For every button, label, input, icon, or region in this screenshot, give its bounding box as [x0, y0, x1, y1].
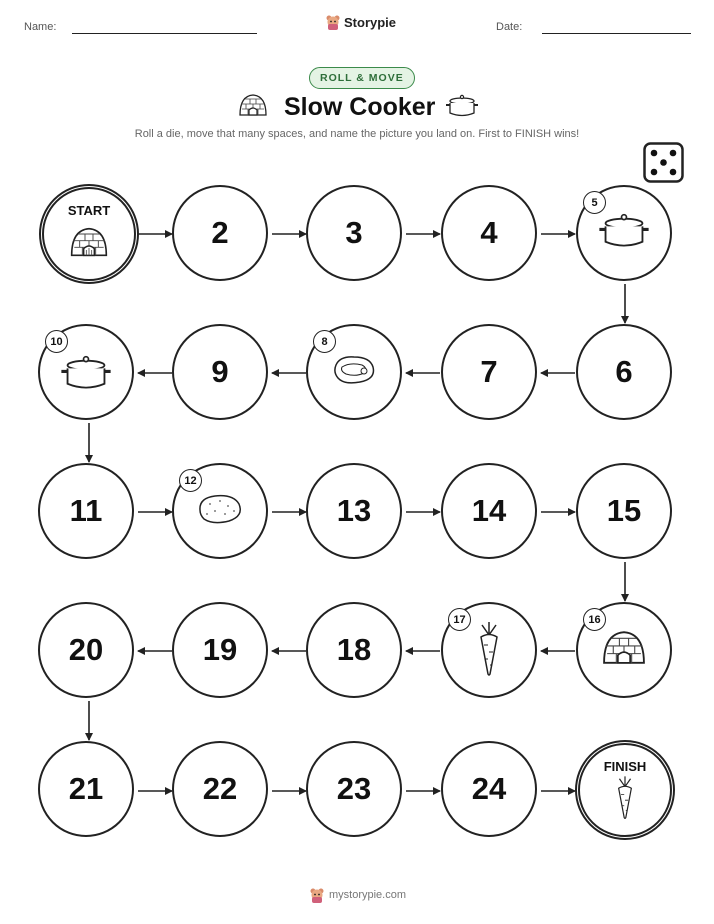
- space-2[interactable]: [172, 185, 268, 281]
- space-3[interactable]: [306, 185, 402, 281]
- brand-bear-icon: [310, 887, 324, 903]
- space-6[interactable]: [576, 324, 672, 420]
- space-20[interactable]: [38, 602, 134, 698]
- space-7[interactable]: [441, 324, 537, 420]
- space-number: 18: [336, 632, 372, 667]
- space-number: 13: [336, 493, 372, 528]
- space-number-tag: 10: [45, 330, 68, 353]
- potato-icon: [195, 492, 245, 531]
- date-label: Date:: [496, 21, 523, 33]
- space-15[interactable]: [576, 463, 672, 559]
- carrot-icon: [474, 619, 504, 682]
- space-number-tag: 17: [448, 608, 471, 631]
- space-number: 19: [202, 632, 238, 667]
- name-label: Name:: [24, 21, 57, 33]
- igloo-icon: [69, 226, 109, 263]
- space-number: 22: [202, 771, 238, 806]
- space-number: 3: [345, 215, 363, 250]
- space-number: 2: [211, 215, 229, 250]
- space-number: 9: [211, 354, 229, 389]
- space-9[interactable]: [172, 324, 268, 420]
- space-number: 11: [69, 493, 103, 528]
- carrot-icon: [613, 774, 637, 825]
- pot-icon: [59, 353, 113, 398]
- space-21[interactable]: [38, 741, 134, 837]
- pot-icon: [597, 211, 651, 256]
- steak-icon: [330, 353, 378, 392]
- space-number-tag: 12: [179, 469, 202, 492]
- space-number: 23: [336, 771, 372, 806]
- igloo-icon: [601, 629, 647, 671]
- space-number: 24: [471, 771, 507, 806]
- space-23[interactable]: [306, 741, 402, 837]
- space-number: 20: [68, 632, 104, 667]
- space-number: 4: [480, 215, 498, 250]
- space-11[interactable]: [38, 463, 134, 559]
- space-number: 6: [615, 354, 633, 389]
- space-19[interactable]: [172, 602, 268, 698]
- space-number: 14: [471, 493, 507, 528]
- space-22[interactable]: [172, 741, 268, 837]
- space-24[interactable]: [441, 741, 537, 837]
- finish-label: FINISH: [603, 759, 647, 774]
- finish-space[interactable]: [575, 740, 675, 840]
- space-number-tag: 16: [583, 608, 606, 631]
- page-title: Slow Cooker: [284, 93, 436, 121]
- instructions-text: Roll a die, move that many spaces, and name the picture you land on. First to FINISH wins!: [134, 128, 580, 140]
- space-4[interactable]: [441, 185, 537, 281]
- start-label: START: [67, 203, 111, 218]
- footer-url[interactable]: mystorypie.com: [329, 889, 407, 901]
- footer: [310, 887, 406, 903]
- space-number-tag: 5: [583, 191, 606, 214]
- space-number: 21: [68, 771, 104, 806]
- space-14[interactable]: [441, 463, 537, 559]
- space-13[interactable]: [306, 463, 402, 559]
- space-18[interactable]: [306, 602, 402, 698]
- space-number-tag: 8: [313, 330, 336, 353]
- space-number: 15: [606, 493, 642, 528]
- brand-name: Storypie: [344, 14, 397, 30]
- start-space[interactable]: [39, 184, 139, 284]
- game-type-badge: ROLL & MOVE: [309, 67, 415, 89]
- space-number: 7: [480, 354, 498, 389]
